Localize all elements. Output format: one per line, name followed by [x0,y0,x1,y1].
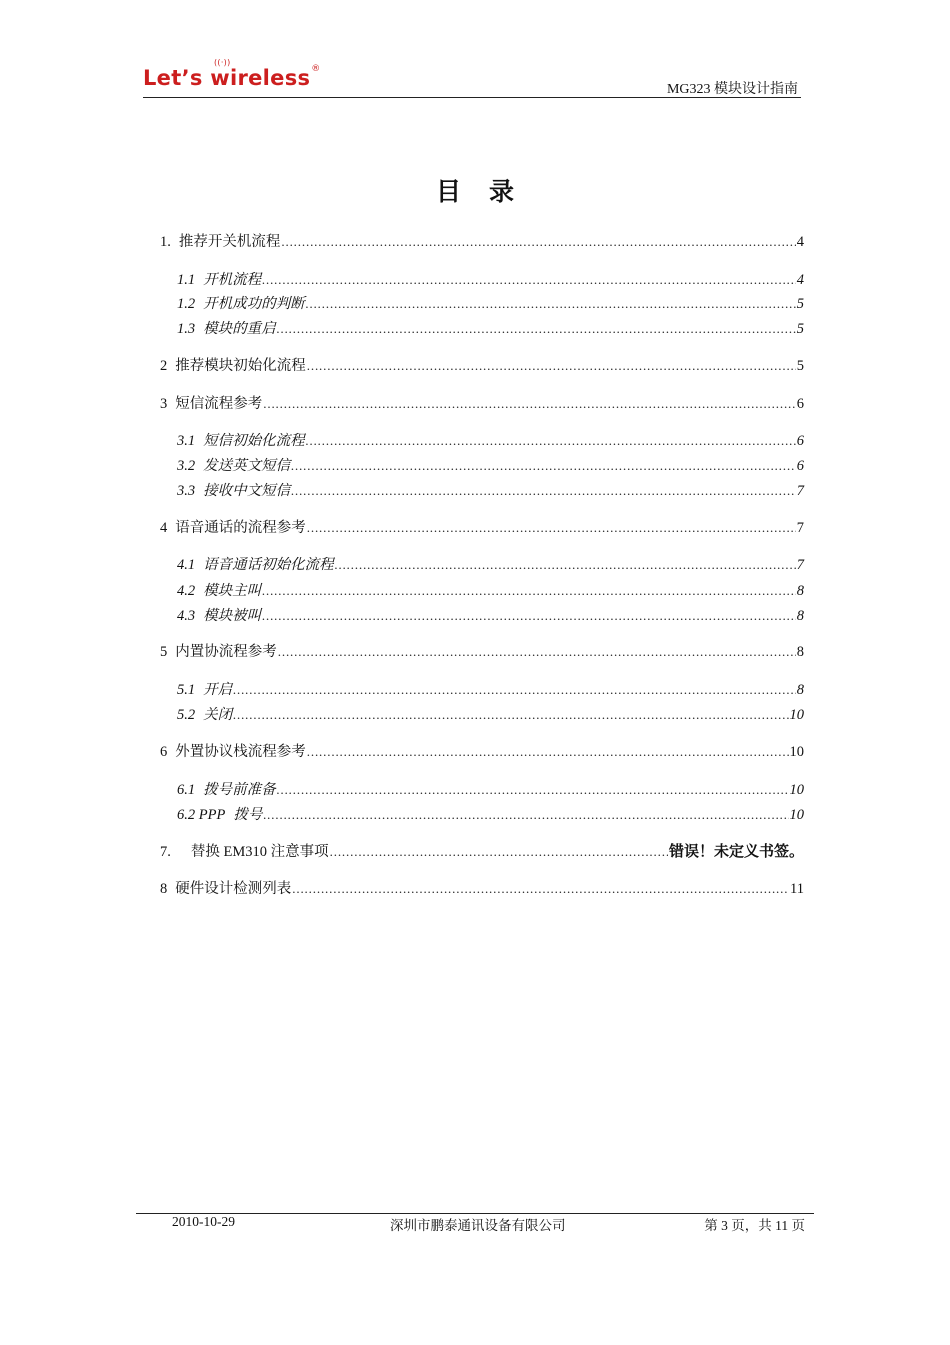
footer-page-info: 第 3 页，共 11 页 [704,1218,805,1233]
footer-company: 深圳市鹏泰通讯设备有限公司 [390,1218,566,1233]
wireless-signal-icon: ((·)) [214,58,231,67]
toc-leader-dots [277,782,789,798]
toc-entry-number: 1.3 [177,321,196,337]
toc-entry[interactable] [177,678,804,699]
toc-entry-number: 1.1 [177,272,196,288]
toc-leader-dots [262,608,796,624]
toc-entry[interactable] [160,392,804,413]
toc-entry-number: 6.1 [177,782,196,798]
toc-entry-label: 模块主叫 [203,583,262,599]
toc-entry-number: 1. [160,234,171,250]
toc-entry-label: 内置协流程参考 [175,644,277,660]
toc-entry-page: 10 [789,744,804,760]
toc-leader-dots [233,682,796,698]
toc-entry-page: 10 [789,782,804,798]
toc-entry-page: 10 [789,807,804,823]
toc-leader-dots [292,881,789,897]
toc-entry-label: 短信初始化流程 [203,433,305,449]
toc-entry[interactable] [177,778,804,799]
toc-entry-page: 6 [796,433,804,449]
toc-entry-label: 关闭 [203,707,233,723]
toc-entry-number: 3.3 [177,483,196,499]
toc-entry-number: 5.2 [177,707,196,723]
toc-entry[interactable] [160,840,804,861]
toc-entry[interactable] [177,454,804,475]
toc-entry-number: 3.1 [177,433,196,449]
toc-entry-number: 4.3 [177,608,196,624]
toc-entry[interactable] [177,317,804,338]
toc-entry-label: 语音通话的流程参考 [175,520,306,536]
toc-entry-label: 拨号 [233,807,263,823]
toc-leader-dots [277,321,796,337]
toc-entry[interactable] [177,429,804,450]
toc-entry-label: 推荐开关机流程 [178,234,281,250]
toc-entry[interactable] [160,877,804,898]
toc-leader-dots [281,234,795,250]
toc-entry-label: 推荐模块初始化流程 [175,358,306,374]
toc-leader-dots [233,707,788,723]
toc-entry[interactable] [177,292,804,313]
toc-entry-label: 发送英文短信 [203,458,291,474]
toc-entry[interactable] [177,268,804,289]
toc-entry-page: 11 [790,881,804,897]
toc-entry[interactable] [177,579,804,600]
toc-entry-number: 3.2 [177,458,196,474]
toc-entry[interactable] [177,703,804,724]
toc-entry-page: 10 [789,707,804,723]
header-divider [143,97,801,98]
toc-entry-label: 拨号前准备 [203,782,276,798]
toc-title: 目录 [435,179,542,206]
toc-entry-number: 5 [160,644,168,660]
toc-entry-number: 7. [160,844,171,860]
toc-entry[interactable] [160,354,804,375]
toc-leader-dots [262,272,796,288]
toc-entry-label: 开机成功的判断 [203,296,305,312]
toc-leader-dots [307,358,796,374]
toc-entry-label: 开启 [203,682,233,698]
toc-entry-label: 模块被叫 [203,608,262,624]
toc-leader-dots [306,296,796,312]
toc-entry-number: 3 [160,396,168,412]
toc-entry[interactable] [160,230,804,251]
logo-registered-mark: ® [311,64,321,74]
toc-entry[interactable] [160,640,804,661]
toc-entry-page: 8 [796,608,804,624]
toc-entry-number: 5.1 [177,682,196,698]
toc-entry-page: 5 [796,358,804,374]
toc-entry-page: 7 [796,483,804,499]
toc-entry-label: 替换 EM310 注意事项 [190,844,329,860]
toc-entry-number: 4.1 [177,557,196,573]
logo-text: Let’s wireless [143,66,311,90]
toc-entry-page: 8 [796,682,804,698]
toc-entry-label: 语音通话初始化流程 [203,557,334,573]
toc-entry-page: 5 [796,296,804,312]
toc-entry-page: 6 [796,458,804,474]
toc-leader-dots [263,396,796,412]
toc-leader-dots [307,744,789,760]
toc-entry-number: 4 [160,520,168,536]
toc-entry-label: 短信流程参考 [175,396,263,412]
toc-entry-number: 4.2 [177,583,196,599]
toc-leader-dots [335,557,796,573]
toc-entry-label: 硬件设计检测列表 [175,881,292,897]
toc-entry-page: 7 [796,557,804,573]
toc-entry[interactable] [177,479,804,500]
toc-entry[interactable] [160,516,804,537]
toc-leader-dots [263,807,788,823]
toc-leader-dots [262,583,796,599]
toc-entry[interactable] [160,740,804,761]
toc-entry[interactable] [177,604,804,625]
toc-entry-label: 开机流程 [203,272,262,288]
toc-entry-label: 模块的重启 [203,321,276,337]
toc-entry-page: 8 [796,644,804,660]
toc-leader-dots [278,644,796,660]
toc-entry-page-error: 错误！未定义书签。 [668,844,804,860]
toc-leader-dots [291,458,796,474]
footer-date: 2010-10-29 [172,1214,235,1229]
toc-entry-label: 接收中文短信 [203,483,291,499]
toc-entry-label: 外置协议栈流程参考 [175,744,306,760]
toc-entry-number: 6.2 PPP [177,807,226,823]
document-title: MG323 模块设计指南 [666,82,798,97]
toc-entry[interactable] [177,553,804,574]
toc-entry-page: 4 [796,234,804,250]
toc-leader-dots [291,483,796,499]
toc-entry-page: 7 [796,520,804,536]
toc-entry-number: 6 [160,744,168,760]
toc-entry-page: 4 [796,272,804,288]
toc-leader-dots [330,844,668,860]
toc-entry-page: 5 [796,321,804,337]
toc-entry-page: 8 [796,583,804,599]
toc-entry[interactable] [177,803,804,824]
toc-entry-page: 6 [796,396,804,412]
toc-entry-number: 2 [160,358,168,374]
toc-entry-number: 1.2 [177,296,196,312]
company-logo [143,58,321,90]
toc-leader-dots [307,520,796,536]
toc-leader-dots [306,433,796,449]
toc-entry-number: 8 [160,881,168,897]
